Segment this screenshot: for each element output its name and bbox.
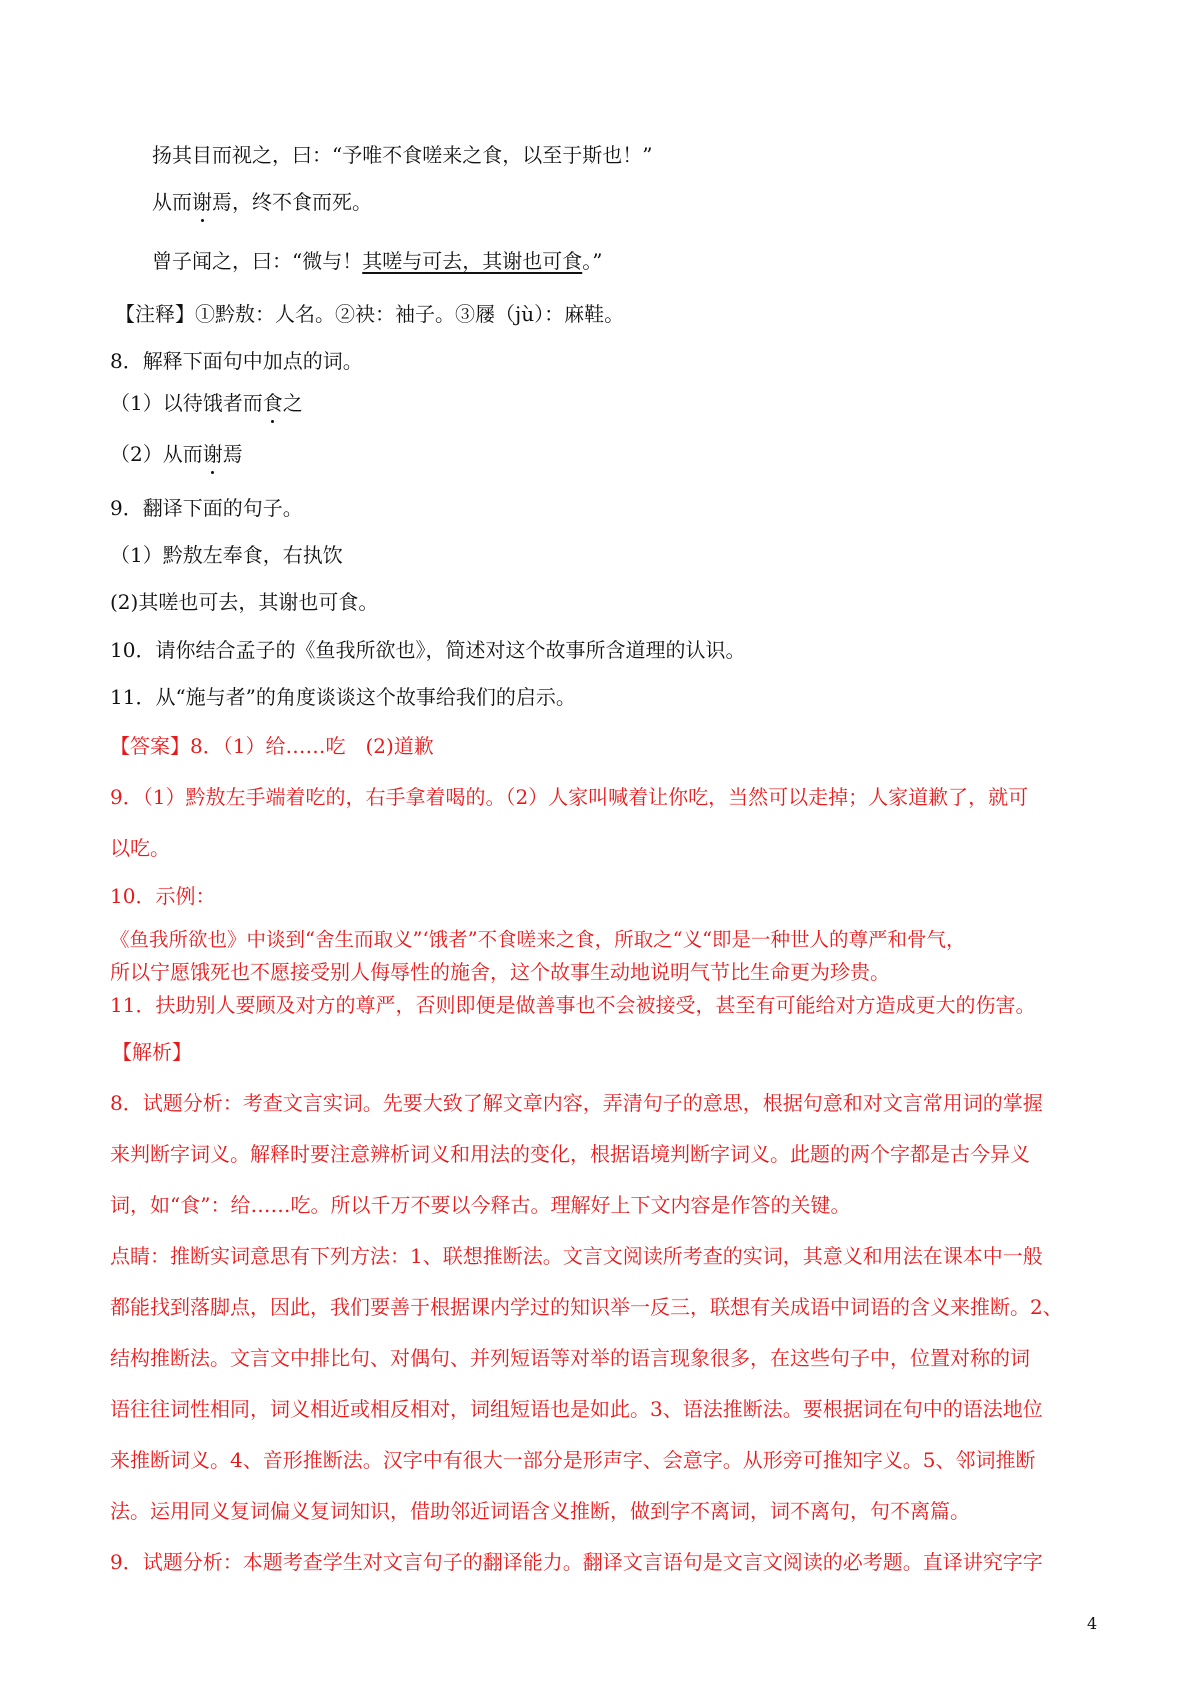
answer-8: 【答案】8．（1）给……吃 (2)道歉 (110, 734, 434, 758)
passage-line-3-start: 曾子闻之，曰：“微与！ (152, 249, 363, 273)
tip-line-4: 语往往词性相同，词义相近或相反相对，词组短语也是如此。3、语法推断法。要根据词在句中的语法地位 (110, 1397, 1043, 1421)
analysis-8-line-3: 词，如“食”：给……吃。所以千万不要以今释古。理解好上下文内容是作答的关键。 (110, 1193, 851, 1217)
dotted-word-xie: 谢 (192, 190, 212, 214)
q8-item-2-start: （2）从而 (110, 442, 203, 466)
analysis-8-line-1: 8．试题分析：考查文言实词。先要大致了解文章内容，弄清句子的意思，根据句意和对文言常用词的掌握 (110, 1091, 1043, 1115)
passage-line-2 (152, 190, 372, 214)
underlined-sentence: 其嗟与可去，其谢也可食 (362, 249, 583, 273)
tip-line-3: 结构推断法。文言文中排比句、对偶句、并列短语等对举的语言现象很多，在这些句子中，位置对称的词 (110, 1346, 1030, 1370)
q8-item-1-start: （1）以待饿者而 (110, 391, 263, 415)
answer-9-line-2: 以吃。 (110, 836, 170, 860)
q8-item-2-end: 焉 (222, 442, 243, 466)
analysis-label: 【解析】 (112, 1040, 192, 1064)
question-8-title: 8．解释下面句中加点的词。 (110, 349, 363, 373)
tip-line-2: 都能找到落脚点，因此，我们要善于根据课内学过的知识举一反三，联想有关成语中词语的含义来推断。2、 (110, 1295, 1063, 1319)
question-9-item-1: （1）黔敖左奉食，右执饮 (110, 543, 343, 567)
question-9-title: 9．翻译下面的句子。 (110, 496, 303, 520)
passage-line-2-start: 从而 (152, 190, 192, 214)
tip-line-1: 点睛：推断实词意思有下列方法：1、联想推断法。文言文阅读所考查的实词，其意义和用法在课本中一般 (110, 1244, 1043, 1268)
answer-10-label: 10．示例： (110, 884, 216, 908)
analysis-8-line-2: 来判断字词义。解释时要注意辨析词义和用法的变化，根据语境判断字词义。此题的两个字都是古今异义 (110, 1142, 1030, 1166)
passage-line-2-end: 焉，终不食而死。 (212, 190, 372, 214)
answer-10-line-1: 《鱼我所欲也》中谈到“舍生而取义”‘饿者”不食嗟来之食，所取之“义“即是一种世人的尊严和骨气， (110, 928, 966, 951)
answer-9-line-1: 9．（1）黔敖左手端着吃的，右手拿着喝的。（2）人家叫喊着让你吃，当然可以走掉；人家道歉了，就可 (110, 785, 1029, 809)
question-9-item-2: (2)其嗟也可去，其谢也可食。 (110, 590, 379, 614)
passage-line-3-end: 。” (582, 249, 603, 273)
question-8-item-1 (110, 391, 303, 415)
question-8-item-2 (110, 442, 243, 466)
page-number: 4 (1087, 1614, 1098, 1633)
question-11: 11．从“施与者”的角度谈谈这个故事给我们的启示。 (110, 685, 576, 709)
answer-11: 11．扶助别人要顾及对方的尊严，否则即便是做善事也不会被接受，甚至有可能给对方造成更大的伤害。 (110, 993, 1036, 1017)
passage-line-3 (152, 249, 602, 273)
annotation-note: 【注释】①黔敖：人名。②袂：袖子。③屦（jù）：麻鞋。 (115, 302, 625, 326)
dotted-word-shi: 食 (262, 391, 283, 415)
q8-item-1-end: 之 (282, 391, 303, 415)
dotted-word-xie-2: 谢 (202, 442, 223, 466)
passage-line-1: 扬其目而视之，曰：“予唯不食嗟来之食，以至于斯也！” (152, 143, 653, 167)
tip-line-6: 法。运用同义复词偏义复词知识，借助邻近词语含义推断，做到字不离词，词不离句，句不离篇。 (110, 1499, 970, 1523)
analysis-9-line-1: 9．试题分析：本题考查学生对文言句子的翻译能力。翻译文言语句是文言文阅读的必考题。直译讲究字字 (110, 1550, 1043, 1574)
answer-10-line-2: 所以宁愿饿死也不愿接受别人侮辱性的施舍，这个故事生动地说明气节比生命更为珍贵。 (110, 960, 890, 984)
tip-line-5: 来推断词义。4、音形推断法。汉字中有很大一部分是形声字、会意字。从形旁可推知字义。5、邻词推断 (110, 1448, 1036, 1472)
question-10: 10．请你结合孟子的《鱼我所欲也》，简述对这个故事所含道理的认识。 (110, 638, 746, 662)
